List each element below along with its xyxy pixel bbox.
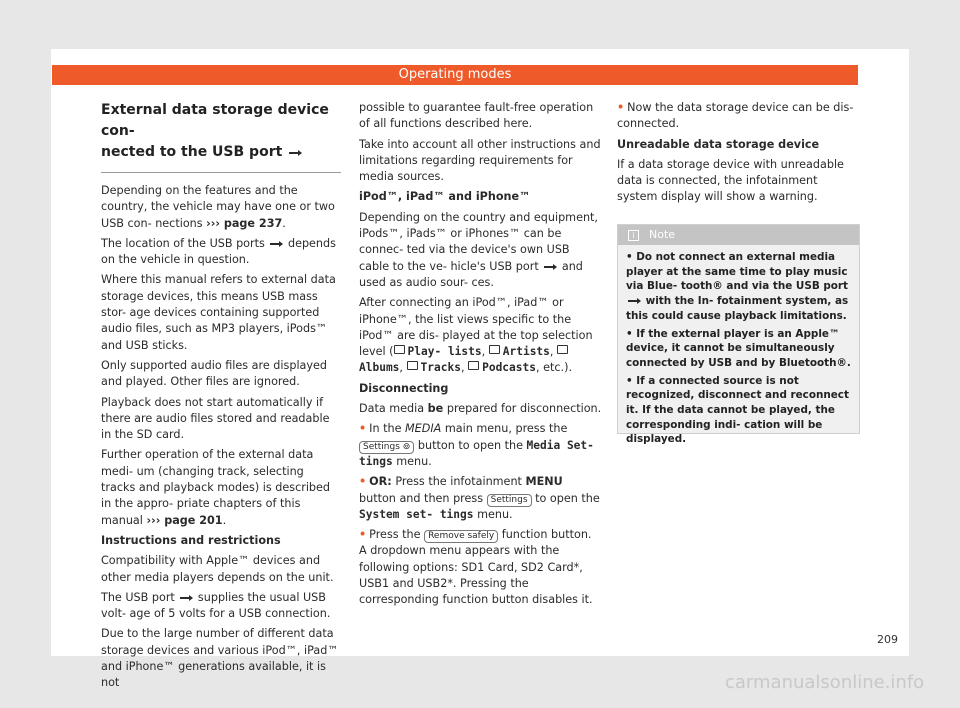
page-number: 209 — [877, 633, 898, 646]
paragraph: Where this manual refers to external data storage devices, this means USB mass stor- age devices containing supported audio files, such as MP3 players, iPods™ and USB sticks. — [101, 273, 336, 352]
menu-button-label: MENU — [525, 475, 563, 489]
paragraph: Only supported audio files are displayed and played. Other files are ignored. — [101, 358, 328, 389]
text: Press the — [369, 528, 425, 542]
paragraph — [101, 447, 341, 528]
paragraph: Compatibility with Apple™ devices and other media players depends on the unit. — [101, 554, 334, 584]
usb-icon — [289, 150, 301, 156]
info-icon: i — [628, 230, 639, 241]
step-item — [617, 100, 861, 133]
text: Do not connect an external media player at the same time to play music via Blue- tooth® and via the USB port — [626, 251, 849, 293]
text: button and then press — [359, 491, 487, 505]
section-heading — [101, 100, 341, 173]
bullet-icon: • — [359, 528, 367, 542]
bullet-icon: • — [359, 475, 367, 489]
text: If the external player is an Apple™ device, it cannot be simultaneously connected by USB and by Bluetooth®. — [626, 327, 851, 369]
text: The location of the USB ports — [101, 236, 269, 250]
section-header: Operating modes — [52, 65, 858, 85]
menu-media-settings: Media Set- tings — [359, 438, 594, 468]
step-item — [359, 474, 602, 523]
text: Depending on the features and the country, the vehicle may have one or two USB con- nections — [101, 184, 335, 230]
heading-line-1: External data storage device con- — [101, 102, 329, 139]
folder-icon — [557, 345, 568, 354]
note-title: Note — [649, 228, 676, 241]
subheading: Disconnecting — [359, 381, 449, 395]
subheading: Instructions and restrictions — [101, 533, 281, 547]
paragraph — [101, 590, 341, 623]
text: and used as audio sour- ces. — [359, 259, 583, 289]
text: main menu, press the — [441, 422, 568, 436]
paragraph: Due to the large number of different data storage devices and various iPod™, iPad™ and iPhone™ generations available, it is not — [101, 627, 339, 690]
text: Further operation of the external data medi- um (changing track, selecting tracks and playback modes) is described in the appro- priate chapters of this manual — [101, 448, 331, 527]
text: to open the — [531, 491, 600, 505]
paragraph — [101, 236, 341, 269]
subheading: iPod™, iPad™ and iPhone™ — [359, 190, 531, 204]
menu-podcasts: Podcasts — [482, 361, 536, 375]
text: . — [222, 513, 227, 527]
paragraph — [359, 210, 602, 291]
text: button to open the — [414, 438, 527, 452]
text: depends on the vehicle in question. — [101, 236, 336, 267]
text: function button. A dropdown menu appears with the following options: SD1 Card, SD2 Card*, USB1 and USB2*. Pressing the corresponding function button disables it. — [359, 528, 593, 607]
text: Press the infotainment — [391, 475, 526, 489]
paragraph: possible to guarantee fault-free operation of all functions described here. — [359, 101, 594, 131]
column-left — [101, 100, 341, 696]
remove-safely-button[interactable]: Remove safely — [424, 530, 498, 543]
folder-icon — [407, 361, 418, 370]
paragraph — [359, 401, 602, 417]
column-right — [617, 100, 861, 210]
subheading: Unreadable data storage device — [617, 137, 820, 151]
watermark: carmanualsonline.info — [725, 672, 925, 693]
text: menu. — [473, 507, 513, 521]
text: The USB port — [101, 590, 179, 604]
step-item — [359, 421, 602, 470]
text: prepared for disconnection. — [443, 402, 602, 416]
note-box — [617, 224, 860, 446]
step-item — [359, 527, 602, 608]
text: be — [427, 402, 444, 416]
usb-icon — [180, 595, 192, 601]
menu-albums: Albums — [359, 361, 400, 375]
text: After connecting an iPod™, iPad™ or iPhone™, the list views specific to the iPod™ are dis- played at the top selection level ( — [359, 296, 593, 359]
usb-icon — [628, 298, 640, 304]
text: If a connected source is not recognized, disconnect and reconnect it. If the data cannot be played, the corresponding indi- cation will be displayed. — [626, 374, 849, 446]
paragraph: Playback does not start automatically if there are audio files stored and readable in the SD card. — [101, 395, 330, 442]
folder-icon — [394, 345, 405, 354]
text: . — [282, 216, 286, 230]
heading-line-2: nected to the USB port — [101, 144, 283, 160]
text: , etc.). — [535, 361, 572, 375]
paragraph: After connecting an iPod™, iPad™ or iPhone™, the list views specific to the iPod™ are dis- played at the top selection level ( Play- lists, Artists, Albums, Tracks, Podcasts, etc.). — [359, 296, 593, 375]
settings-button[interactable]: Settings ⊚ — [359, 441, 414, 454]
text: Data media — [359, 402, 428, 416]
note-item: • Do not connect an external media player at the same time to play music via Blue- tooth® and via the USB port with the In- fotainment system, as this could cause playback limitations. — [626, 251, 849, 322]
folder-icon — [489, 345, 500, 354]
usb-icon — [270, 241, 282, 247]
note-body — [618, 245, 859, 447]
text: Now the data storage device can be dis- connected. — [617, 101, 854, 131]
page-link[interactable]: ››› page 237 — [206, 216, 283, 230]
menu-playlists: Play- lists — [407, 345, 482, 359]
text: Depending on the country and equipment, iPods™, iPads™ or iPhones™ can be connec- ted via the device's own USB cable to the ve- hicle's USB port — [359, 210, 598, 273]
settings-button[interactable]: Settings — [487, 494, 532, 507]
paragraph: Take into account all other instructions and limitations regarding requirements for media sources. — [359, 137, 601, 184]
menu-artists: Artists — [502, 345, 550, 359]
note-item: • If the external player is an Apple™ device, it cannot be simultaneously connected by USB and by Bluetooth®. — [626, 327, 851, 369]
text: with the In- fotainment system, as this could cause playback limitations. — [626, 295, 849, 322]
menu-tracks: Tracks — [420, 361, 461, 375]
text: menu. — [392, 454, 432, 468]
bullet-icon: • — [617, 101, 625, 114]
paragraph: If a data storage device with unreadable data is connected, the infotainment system display will show a warning. — [617, 157, 844, 204]
menu-system-settings: System set- tings — [359, 507, 474, 521]
paragraph — [101, 183, 341, 232]
text: supplies the usual USB volt- age of 5 volts for a USB connection. — [101, 590, 331, 621]
text: In the — [369, 422, 406, 436]
folder-icon — [468, 361, 479, 370]
column-middle — [359, 100, 602, 613]
text: OR: — [369, 475, 392, 489]
note-header — [618, 225, 859, 245]
usb-icon — [544, 264, 556, 270]
page-link[interactable]: ››› page 201 — [146, 513, 223, 527]
text: MEDIA — [405, 422, 442, 436]
bullet-icon: • — [359, 422, 367, 436]
note-item: • If a connected source is not recognized, disconnect and reconnect it. If the data cannot be played, the corresponding indi- cation will be displayed. — [626, 374, 849, 446]
